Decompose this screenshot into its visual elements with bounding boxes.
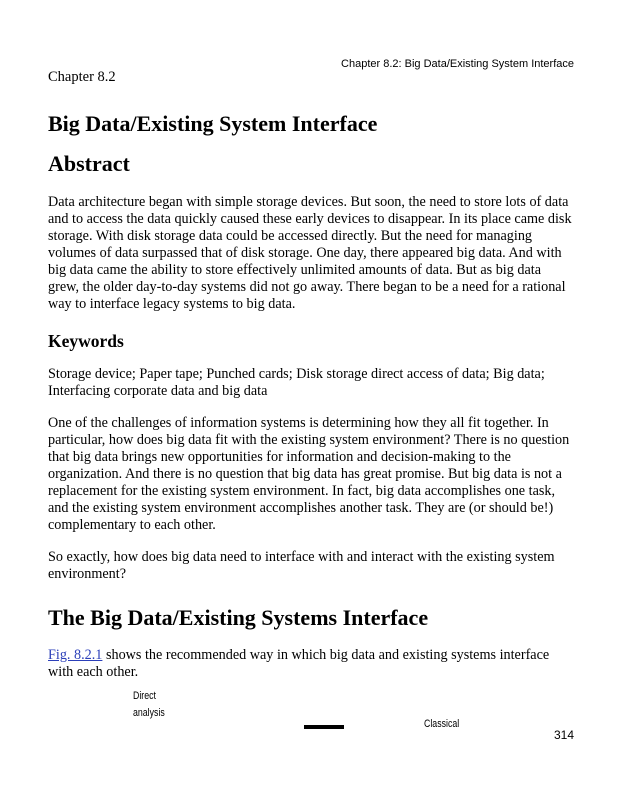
abstract-heading: Abstract [48, 151, 130, 176]
figure-link[interactable]: Fig. 8.2.1 [48, 647, 103, 663]
keywords-text: Storage device; Paper tape; Punched cards; Disk storage direct access of data; Big data; Interfacing corporate data and big data [48, 366, 545, 399]
figure-bar [304, 725, 344, 729]
chapter-title: Big Data/Existing System Interface [48, 111, 378, 136]
abstract-text: Data architecture began with simple storage devices. But soon, the need to store lots of data and to access the data quickly caused these early devices to disappear. In its place came disk storage. With disk storage data could be accessed directly. But the need for managing volumes of data surpassed that of disk storage. One day, there appeared big data. And with big data came the ability to store effectively unlimited amounts of data. But as big data grew, the older day-to-day systems did not go away. There began to be a need for a rational way to interface legacy systems to big data. [48, 194, 572, 312]
chapter-label: Chapter 8.2 [48, 69, 116, 85]
figure-reference-paragraph [48, 647, 574, 681]
figure-reference-text: shows the recommended way in which big data and existing systems interface with each other. [48, 647, 550, 680]
figure-label-direct: Direct [133, 690, 156, 702]
running-header: Chapter 8.2: Big Data/Existing System Interface [341, 58, 574, 70]
page-number: 314 [553, 728, 574, 742]
body-paragraph-1: One of the challenges of information systems is determining how they all fit together. In particular, how does big data fit with the existing system environment? There is no question that big data brings new opportunities for information and decision-making to the organization. And there is no question that big data has great promise. But big data is not a replacement for the existing system environment. In fact, big data accomplishes one task, and the existing system environment accomplishes another task. They are (or should be!) complementary to each other. [48, 415, 570, 533]
figure-label-classical: Classical [424, 718, 460, 730]
body-paragraph-2: So exactly, how does big data need to interface with and interact with the existing system environment? [48, 549, 555, 582]
page-content [48, 69, 574, 696]
section-heading: The Big Data/Existing Systems Interface [48, 605, 429, 630]
figure-label-analysis: analysis [133, 707, 165, 719]
keywords-heading: Keywords [48, 331, 124, 351]
